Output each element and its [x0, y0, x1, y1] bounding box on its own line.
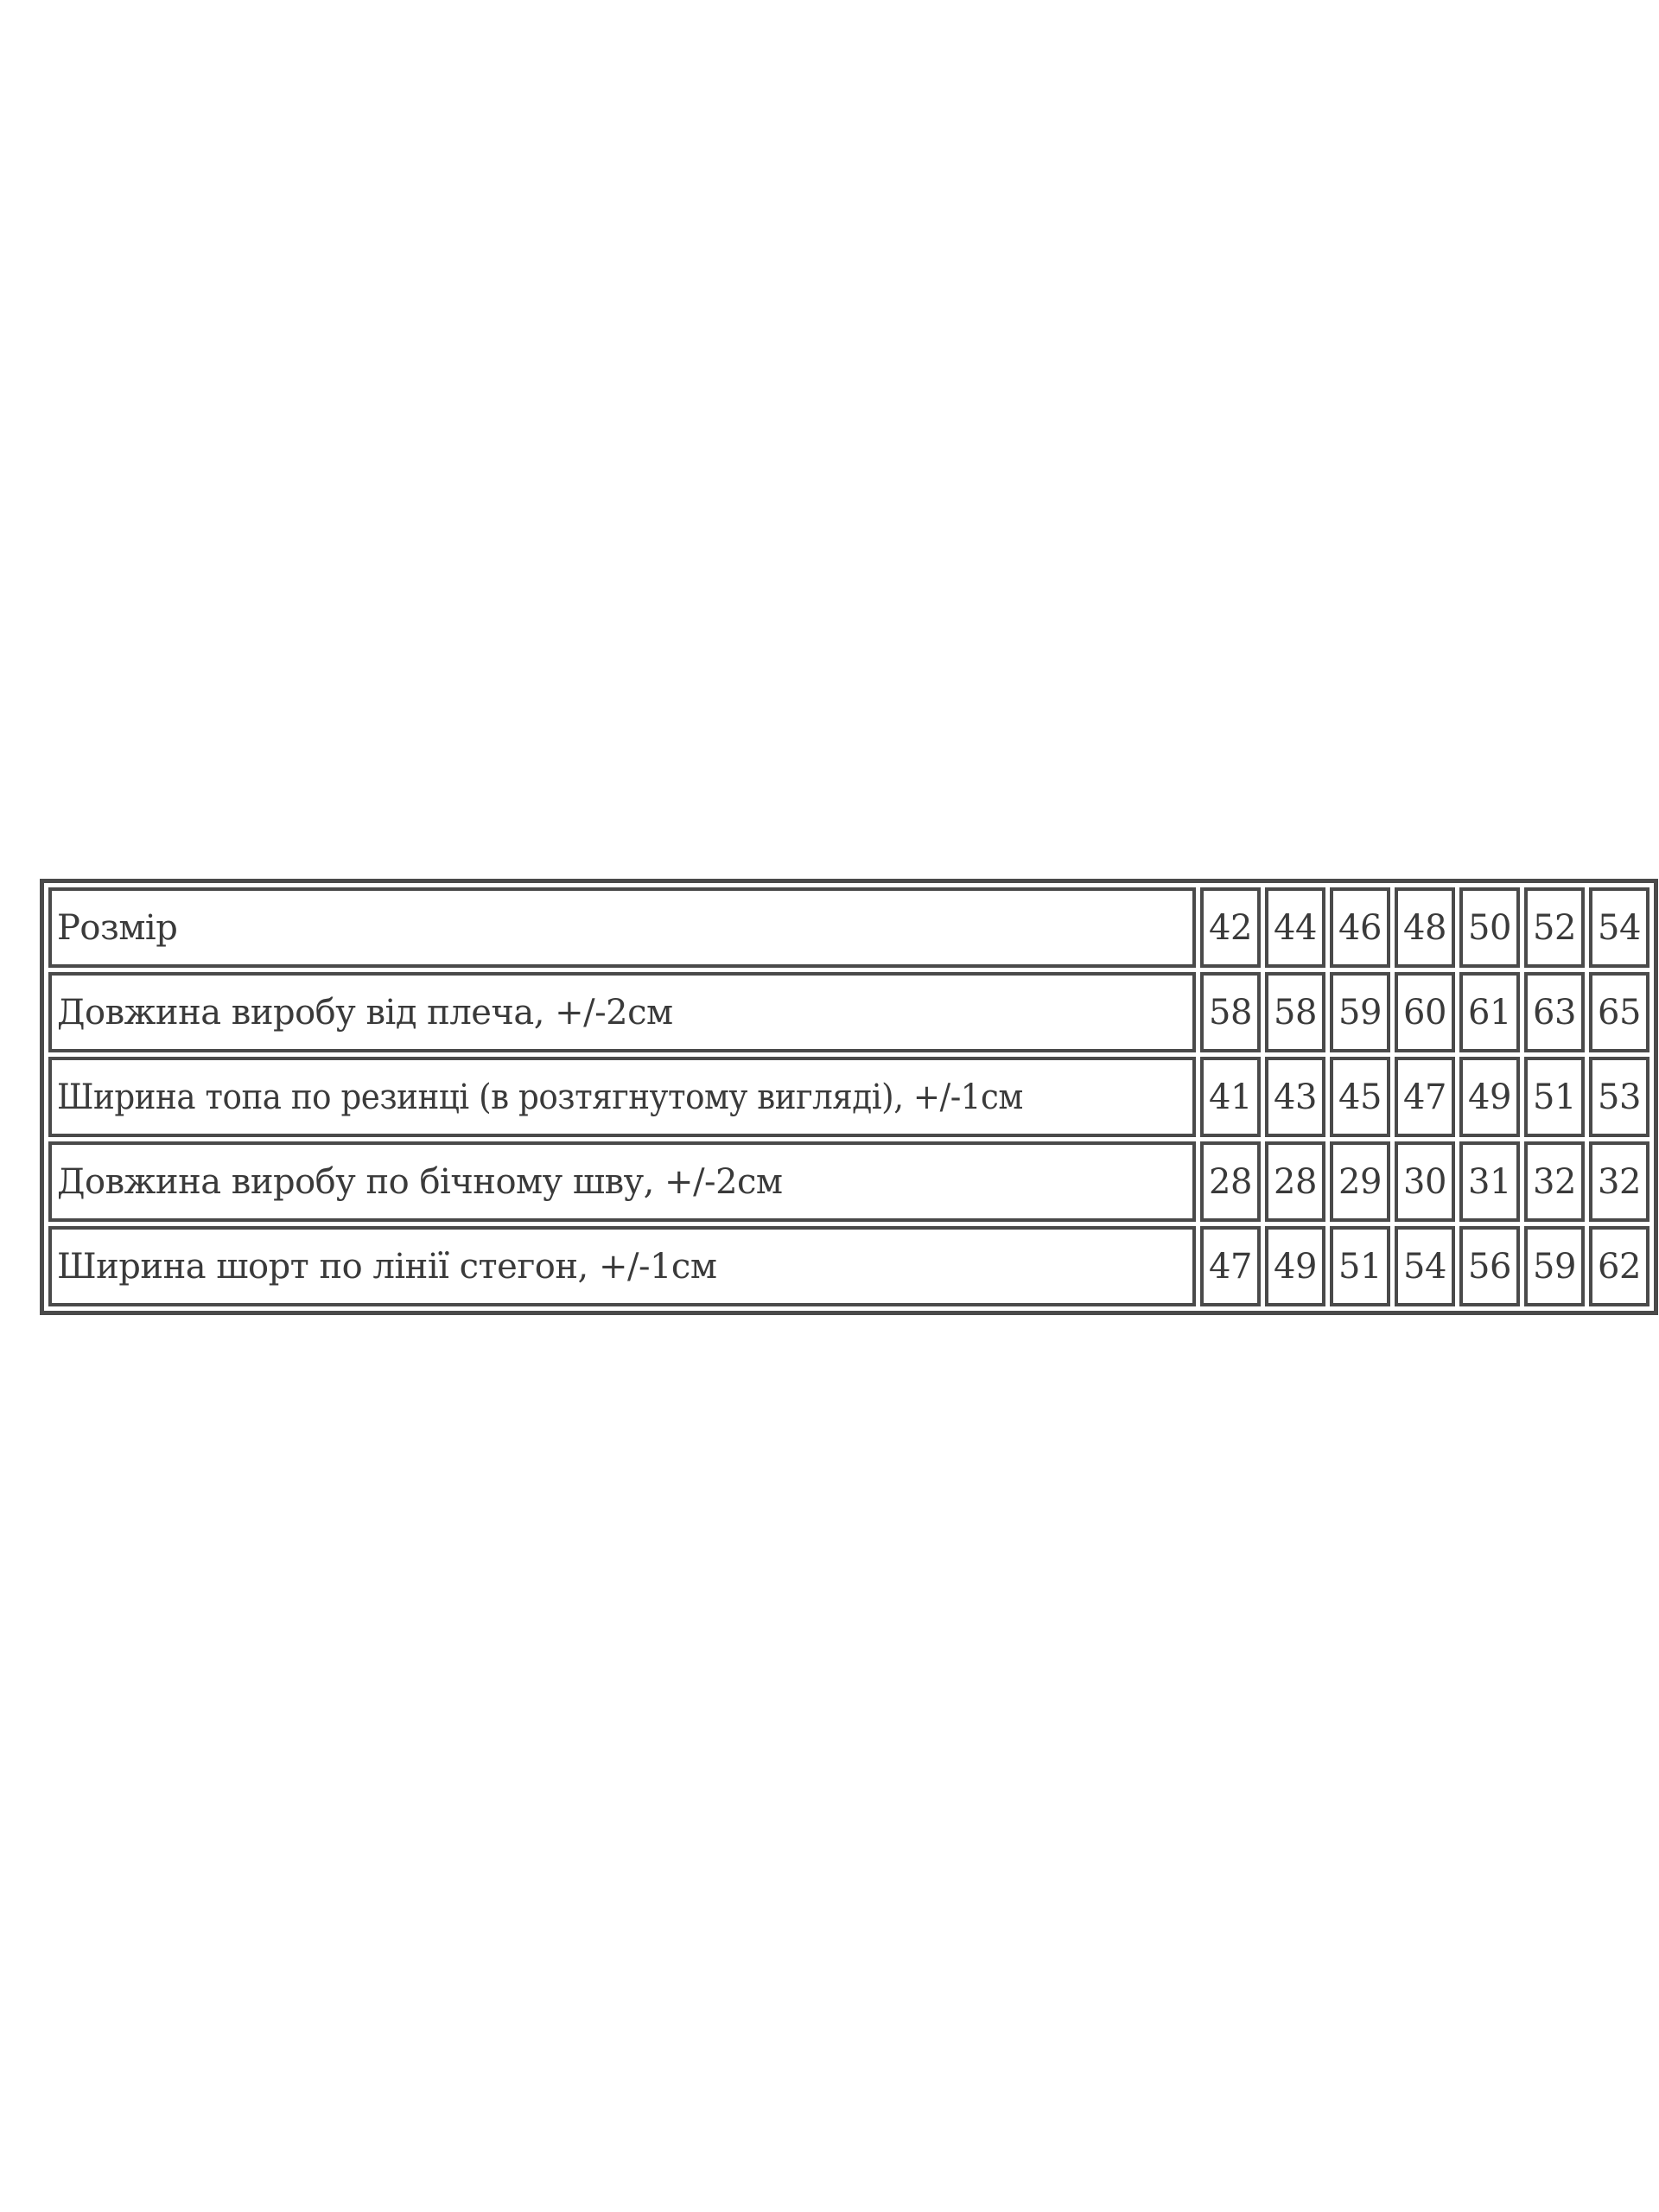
table-row-shorts-hip-width	[48, 1226, 1649, 1306]
table-cell: 60	[1395, 972, 1455, 1052]
table-cell: 58	[1265, 972, 1325, 1052]
table-cell: 32	[1589, 1141, 1649, 1222]
table-row-top-width	[48, 1057, 1649, 1137]
table-cell: 47	[1395, 1057, 1455, 1137]
table-cell: 59	[1330, 972, 1390, 1052]
table-cell: 46	[1330, 887, 1390, 968]
row-label: Довжина виробу по бічному шву, +/-2см	[48, 1141, 1196, 1222]
table-cell: 59	[1524, 1226, 1585, 1306]
table-cell: 32	[1524, 1141, 1585, 1222]
table-cell: 42	[1200, 887, 1261, 968]
table-row-length-from-shoulder	[48, 972, 1649, 1052]
table-cell: 54	[1395, 1226, 1455, 1306]
table-row-size	[48, 887, 1649, 968]
table-cell: 62	[1589, 1226, 1649, 1306]
size-chart-table	[40, 879, 1658, 1315]
table-cell: 65	[1589, 972, 1649, 1052]
table-cell: 50	[1459, 887, 1520, 968]
row-label: Ширина топа по резинці (в розтягнутому вигляді), +/-1см	[48, 1057, 1196, 1137]
table-cell: 43	[1265, 1057, 1325, 1137]
table-cell: 63	[1524, 972, 1585, 1052]
table-cell: 61	[1459, 972, 1520, 1052]
table-cell: 28	[1265, 1141, 1325, 1222]
table-cell: 28	[1200, 1141, 1261, 1222]
table-cell: 51	[1330, 1226, 1390, 1306]
table-cell: 56	[1459, 1226, 1520, 1306]
row-label: Ширина шорт по лінії стегон, +/-1см	[48, 1226, 1196, 1306]
table-cell: 51	[1524, 1057, 1585, 1137]
table-cell: 44	[1265, 887, 1325, 968]
table-cell: 45	[1330, 1057, 1390, 1137]
table-cell: 29	[1330, 1141, 1390, 1222]
table-cell: 54	[1589, 887, 1649, 968]
table-cell: 49	[1459, 1057, 1520, 1137]
table-cell: 47	[1200, 1226, 1261, 1306]
row-label: Розмір	[48, 887, 1196, 968]
table-cell: 49	[1265, 1226, 1325, 1306]
table-cell: 48	[1395, 887, 1455, 968]
table-cell: 53	[1589, 1057, 1649, 1137]
table-row-side-seam-length	[48, 1141, 1649, 1222]
row-label: Довжина виробу від плеча, +/-2см	[48, 972, 1196, 1052]
table-cell: 58	[1200, 972, 1261, 1052]
table-cell: 52	[1524, 887, 1585, 968]
table-cell: 30	[1395, 1141, 1455, 1222]
table-cell: 31	[1459, 1141, 1520, 1222]
table-cell: 41	[1200, 1057, 1261, 1137]
